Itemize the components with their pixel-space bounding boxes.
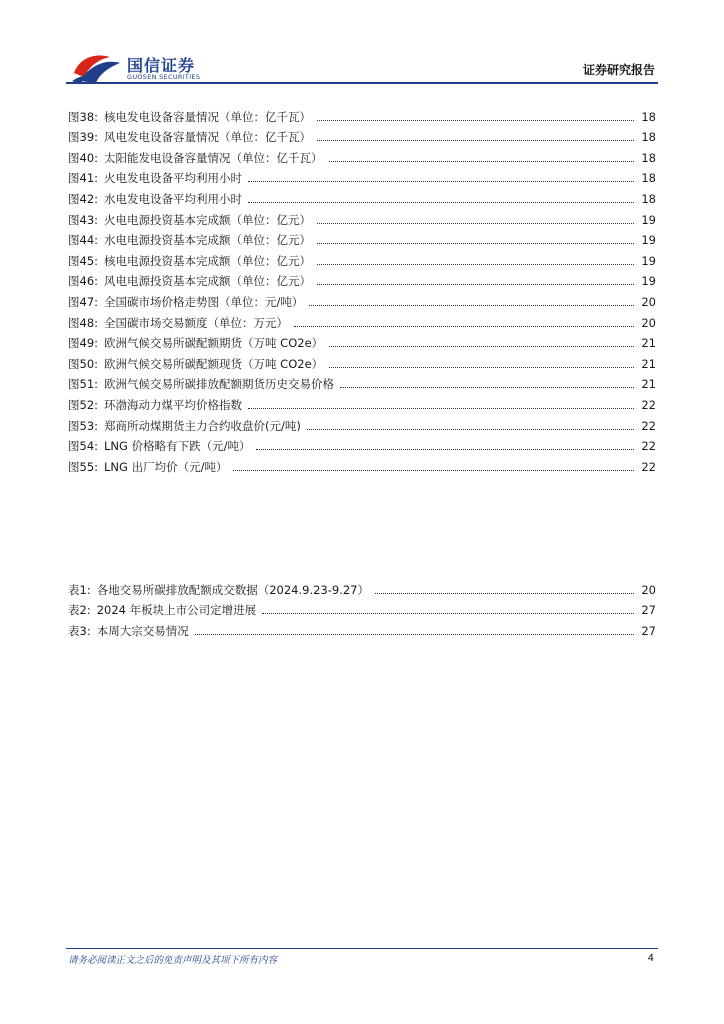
toc-title: 水电电源投资基本完成额（单位：亿元） (104, 233, 312, 248)
toc-figure-entry[interactable] (68, 103, 656, 124)
dot-leader (309, 305, 634, 306)
toc-label: 图45: (68, 253, 99, 268)
dot-leader (329, 346, 634, 347)
toc-page-number: 20 (641, 315, 656, 330)
toc-figure-entry[interactable] (68, 391, 656, 412)
toc-label: 图50: (68, 356, 99, 371)
toc-page-number: 27 (641, 603, 656, 618)
toc-figure-entry[interactable] (68, 165, 656, 186)
toc-figure-entry[interactable] (68, 227, 656, 248)
toc-label: 图51: (68, 377, 99, 392)
toc-table-entry[interactable] (68, 597, 656, 618)
toc-label: 图54: (68, 439, 99, 454)
dot-leader (195, 634, 634, 635)
figure-list (68, 103, 656, 474)
toc-label: 图47: (68, 294, 99, 309)
toc-page-number: 27 (641, 623, 656, 638)
toc-page-number: 18 (641, 130, 656, 145)
toc-label: 图48: (68, 315, 99, 330)
dot-leader (340, 387, 634, 388)
toc-figure-entry[interactable] (68, 288, 656, 309)
toc-figure-entry[interactable] (68, 185, 656, 206)
toc-title: 水电发电设备平均利用小时 (104, 191, 243, 206)
toc-page-number: 21 (641, 356, 656, 371)
toc-table-entry[interactable] (68, 617, 656, 638)
toc-title: 全国碳市场交易额度（单位：万元） (104, 315, 289, 330)
toc-page-number: 22 (641, 418, 656, 433)
toc-figure-entry[interactable] (68, 330, 656, 351)
toc-title: LNG 价格略有下跌（元/吨） (104, 439, 251, 454)
toc-label: 图41: (68, 171, 99, 186)
dot-leader (294, 326, 634, 327)
dot-leader (256, 449, 634, 450)
dot-leader (317, 284, 634, 285)
toc-figure-entry[interactable] (68, 144, 656, 165)
toc-label: 图43: (68, 212, 99, 227)
toc-table-entry[interactable] (68, 576, 656, 597)
toc-title: 本周大宗交易情况 (96, 623, 189, 638)
dot-leader (307, 429, 634, 430)
dot-leader (248, 202, 634, 203)
toc-page-number: 19 (641, 233, 656, 248)
toc-figure-entry[interactable] (68, 412, 656, 433)
toc-page-number: 18 (641, 150, 656, 165)
toc-label: 图55: (68, 459, 99, 474)
toc-label: 表1: (68, 582, 91, 597)
toc-page-number: 21 (641, 336, 656, 351)
toc-label: 表2: (68, 603, 91, 618)
toc-title: 2024 年板块上市公司定增进展 (96, 603, 257, 618)
dot-leader (329, 367, 634, 368)
toc-page-number: 18 (641, 191, 656, 206)
toc-label: 图39: (68, 130, 99, 145)
guosen-logo (70, 51, 230, 85)
toc-title: 欧洲气候交易所碳排放配额期货历史交易价格 (104, 377, 335, 392)
toc-page-number: 18 (641, 109, 656, 124)
toc-label: 图53: (68, 418, 99, 433)
toc-page-number: 22 (641, 439, 656, 454)
toc-figure-entry[interactable] (68, 247, 656, 268)
toc-title: 各地交易所碳排放配额成交数据（2024.9.23-9.27） (96, 582, 369, 597)
toc-figure-entry[interactable] (68, 268, 656, 289)
toc-page-number: 19 (641, 253, 656, 268)
toc-title: 欧洲气候交易所碳配额期货（万吨 CO2e） (104, 336, 324, 351)
dot-leader (248, 408, 634, 409)
toc-title: 火电电源投资基本完成额（单位：亿元） (104, 212, 312, 227)
toc-label: 图40: (68, 150, 99, 165)
toc-page-number: 20 (641, 294, 656, 309)
footer-divider (66, 948, 658, 949)
dot-leader (317, 223, 634, 224)
dot-leader (329, 161, 634, 162)
dot-leader (317, 140, 634, 141)
page-number: 4 (647, 953, 654, 964)
toc-title: 核电发电设备容量情况（单位：亿千瓦） (104, 109, 312, 124)
toc-page-number: 18 (641, 171, 656, 186)
dot-leader (317, 120, 634, 121)
toc-figure-entry[interactable] (68, 124, 656, 145)
toc-title: 火电发电设备平均利用小时 (104, 171, 243, 186)
toc-page-number: 19 (641, 212, 656, 227)
toc-label: 图46: (68, 274, 99, 289)
toc-title: 环渤海动力煤平均价格指数 (104, 397, 243, 412)
toc-title: 郑商所动煤期货主力合约收盘价(元/吨) (104, 418, 301, 433)
dot-leader (248, 181, 634, 182)
toc-figure-entry[interactable] (68, 206, 656, 227)
table-list (68, 576, 656, 638)
toc-page-number: 22 (641, 397, 656, 412)
toc-title: 风电发电设备容量情况（单位：亿千瓦） (104, 130, 312, 145)
toc-label: 图42: (68, 191, 99, 206)
toc-title: 风电电源投资基本完成额（单位：亿元） (104, 274, 312, 289)
dot-leader (233, 470, 634, 471)
header-divider (66, 82, 658, 84)
toc-title: 核电电源投资基本完成额（单位：亿元） (104, 253, 312, 268)
toc-figure-entry[interactable] (68, 309, 656, 330)
toc-label: 图38: (68, 109, 99, 124)
toc-figure-entry[interactable] (68, 433, 656, 454)
toc-label: 表3: (68, 623, 91, 638)
footer-disclaimer: 请务必阅读正文之后的免责声明及其项下所有内容 (68, 955, 278, 966)
toc-figure-entry[interactable] (68, 371, 656, 392)
toc-page-number: 20 (641, 582, 656, 597)
toc-page-number: 22 (641, 459, 656, 474)
toc-label: 图49: (68, 336, 99, 351)
dot-leader (317, 243, 634, 244)
brand-name-cn: 国信证券 (127, 56, 196, 75)
guosen-logo-icon (70, 51, 124, 85)
report-type: 证券研究报告 (582, 63, 655, 77)
dot-leader (262, 613, 634, 614)
toc-label: 图52: (68, 397, 99, 412)
toc-page-number: 19 (641, 274, 656, 289)
brand-name-en: GUOSEN SECURITIES (127, 73, 201, 81)
toc-title: 太阳能发电设备容量情况（单位：亿千瓦） (104, 150, 323, 165)
toc-title: 全国碳市场价格走势图（单位：元/吨） (104, 294, 304, 309)
toc-figure-entry[interactable] (68, 453, 656, 474)
toc-figure-entry[interactable] (68, 350, 656, 371)
toc-page-number: 21 (641, 377, 656, 392)
toc-label: 图44: (68, 233, 99, 248)
dot-leader (375, 593, 634, 594)
page-header (0, 0, 724, 90)
toc-title: 欧洲气候交易所碳配额现货（万吨 CO2e） (104, 356, 324, 371)
toc-title: LNG 出厂均价（元/吨） (104, 459, 228, 474)
dot-leader (317, 264, 634, 265)
